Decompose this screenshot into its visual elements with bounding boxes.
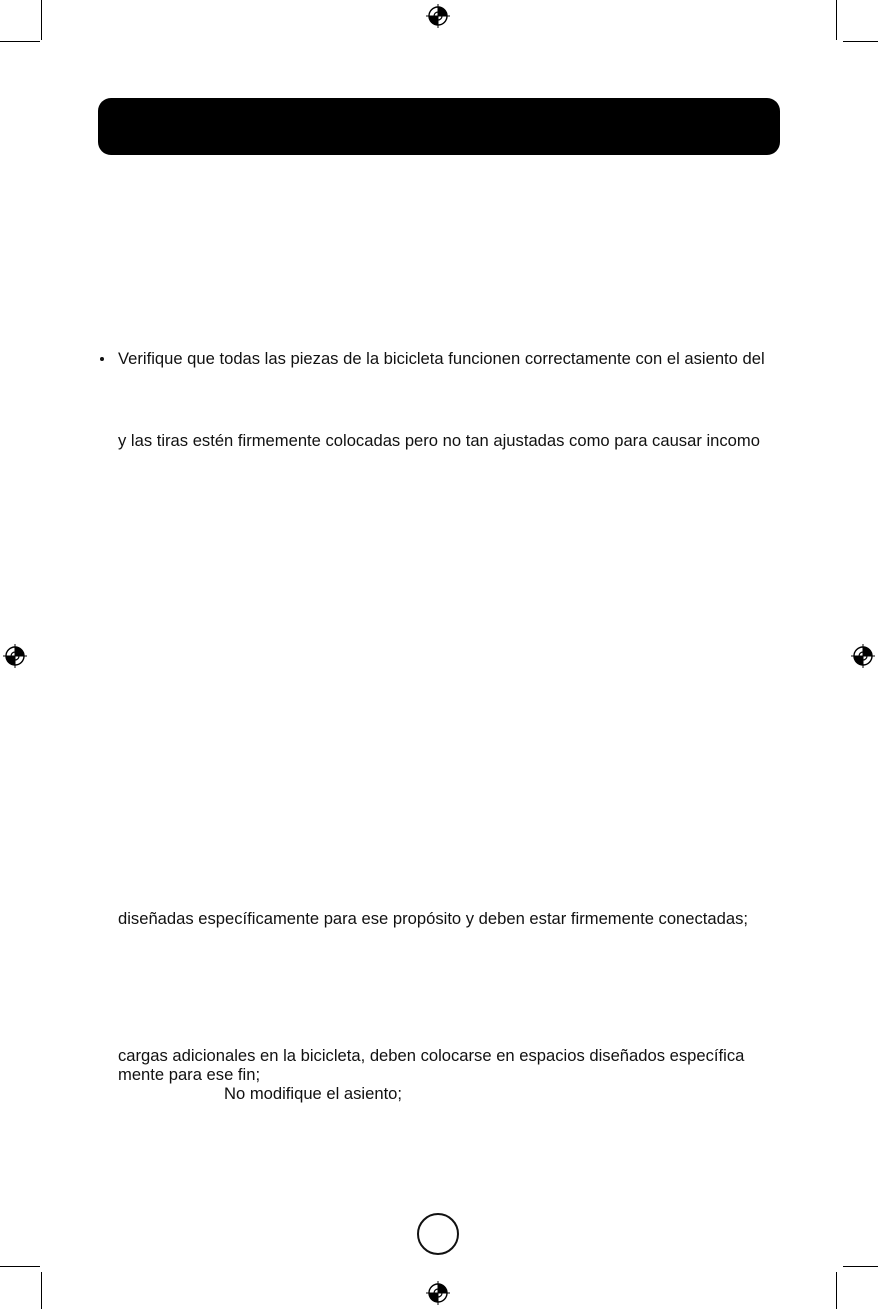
registration-mark-right-icon (851, 644, 875, 668)
text-line-6: No modifique el asiento; (224, 1084, 403, 1103)
registration-mark-left-icon (3, 644, 27, 668)
crop-mark-bottom-left-vertical (41, 1272, 42, 1309)
crop-mark-bottom-right-horizontal (843, 1266, 878, 1267)
crop-mark-bottom-left-horizontal (0, 1266, 40, 1267)
text-line-4: cargas adicionales en la bicicleta, deben colocarse en espacios diseñados específica (118, 1046, 745, 1065)
crop-mark-top-right-horizontal (843, 41, 878, 42)
list-bullet (100, 357, 104, 361)
crop-mark-bottom-right-vertical (836, 1272, 837, 1309)
page-number-circle (417, 1213, 459, 1255)
crop-mark-top-left-horizontal (0, 41, 40, 42)
registration-mark-top-icon (426, 4, 450, 28)
text-line-3: diseñadas específicamente para ese propósito y deben estar firmemente conectadas; (118, 909, 749, 928)
text-line-1: Verifique que todas las piezas de la bicicleta funcionen correctamente con el asiento del (118, 349, 765, 368)
text-line-2: y las tiras estén firmemente colocadas pero no tan ajustadas como para causar incomo (118, 431, 760, 450)
crop-mark-top-right-vertical (836, 0, 837, 40)
section-header-bar (98, 98, 780, 155)
registration-mark-bottom-icon (426, 1281, 450, 1305)
text-line-5: mente para ese fin; (118, 1065, 261, 1084)
crop-mark-top-left-vertical (41, 0, 42, 40)
